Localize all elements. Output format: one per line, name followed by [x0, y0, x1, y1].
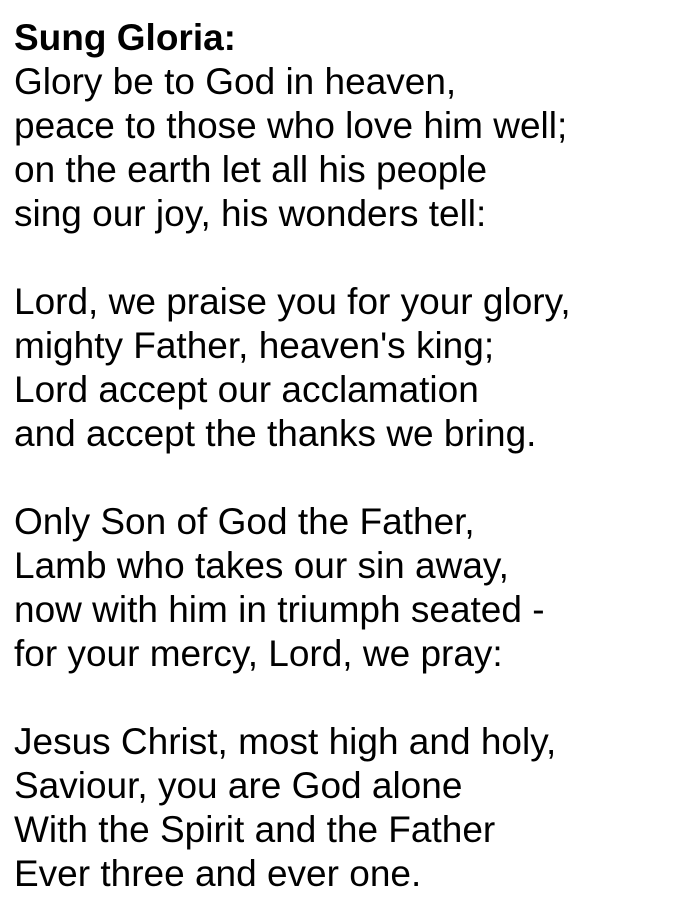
verse-line: With the Spirit and the Father [14, 809, 496, 850]
verse-line: peace to those who love him well; [14, 105, 568, 146]
verse-line: sing our joy, his wonders tell: [14, 193, 487, 234]
verse-2 [14, 280, 694, 456]
verse-line: mighty Father, heaven's king; [14, 325, 495, 366]
verse-line: Lord accept our acclamation [14, 369, 479, 410]
verse-line: now with him in triumph seated - [14, 589, 545, 630]
verse-line: Only Son of God the Father, [14, 501, 475, 542]
verse-3 [14, 500, 694, 676]
verse-line: for your mercy, Lord, we pray: [14, 633, 503, 674]
verse-line: Lamb who takes our sin away, [14, 545, 509, 586]
verse-line: Jesus Christ, most high and holy, [14, 721, 557, 762]
verse-1 [14, 60, 694, 236]
verse-line: Glory be to God in heaven, [14, 61, 457, 102]
verse-4 [14, 720, 694, 896]
verse-line: Ever three and ever one. [14, 853, 422, 894]
verse-line: Saviour, you are God alone [14, 765, 463, 806]
gloria-text [14, 16, 694, 896]
verse-line: Lord, we praise you for your glory, [14, 281, 571, 322]
page-title: Sung Gloria: [14, 17, 236, 58]
verse-line: on the earth let all his people [14, 149, 488, 190]
verse-line: and accept the thanks we bring. [14, 413, 537, 454]
